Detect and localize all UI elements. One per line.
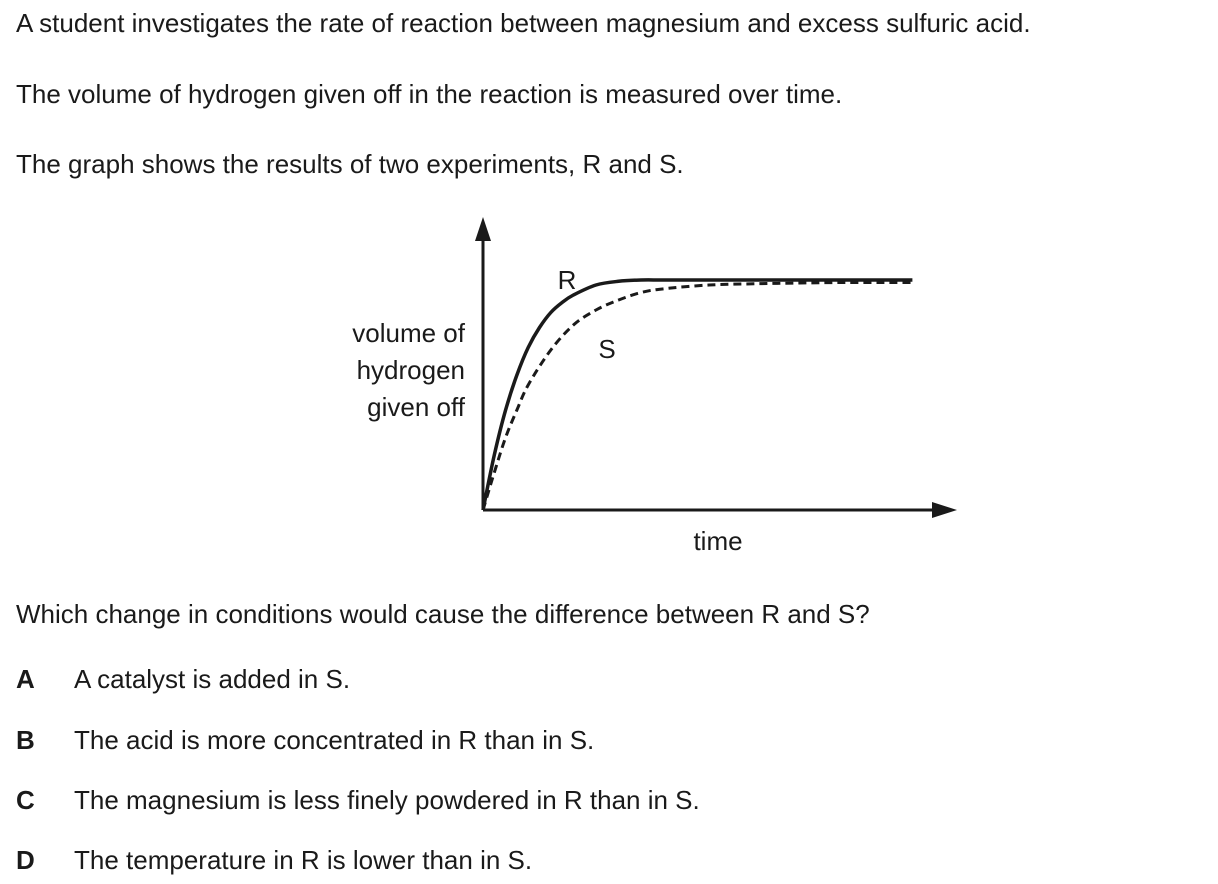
option-a-text: A catalyst is added in S. bbox=[74, 664, 351, 694]
option-c-text: The magnesium is less finely powdered in R than in S. bbox=[74, 785, 700, 815]
option-d-letter: D bbox=[16, 845, 35, 875]
y-axis-label-line-2: hydrogen bbox=[356, 355, 465, 385]
y-axis-label-line-1: volume of bbox=[352, 318, 465, 348]
option-a-letter: A bbox=[16, 664, 35, 694]
option-b-letter: B bbox=[16, 725, 35, 755]
series-r-label: R bbox=[557, 265, 577, 295]
y-axis-arrowhead bbox=[475, 217, 491, 241]
x-axis-arrowhead bbox=[932, 502, 957, 518]
question-prompt: Which change in conditions would cause the difference between R and S? bbox=[16, 599, 870, 629]
series-s-label: S bbox=[598, 334, 616, 364]
option-d-text: The temperature in R is lower than in S. bbox=[74, 845, 533, 875]
intro-text-3: The graph shows the results of two experiments, R and S. bbox=[16, 149, 684, 179]
y-axis-label-line-3: given off bbox=[367, 392, 465, 422]
intro-text-1: A student investigates the rate of reaction between magnesium and excess sulfuric acid. bbox=[16, 8, 1031, 38]
series-r-line bbox=[483, 280, 912, 510]
reaction-graph bbox=[320, 205, 980, 565]
option-c-letter: C bbox=[16, 785, 35, 815]
option-b-text: The acid is more concentrated in R than in S. bbox=[74, 725, 595, 755]
x-axis-label: time bbox=[693, 526, 743, 556]
intro-text-2: The volume of hydrogen given off in the reaction is measured over time. bbox=[16, 79, 843, 109]
